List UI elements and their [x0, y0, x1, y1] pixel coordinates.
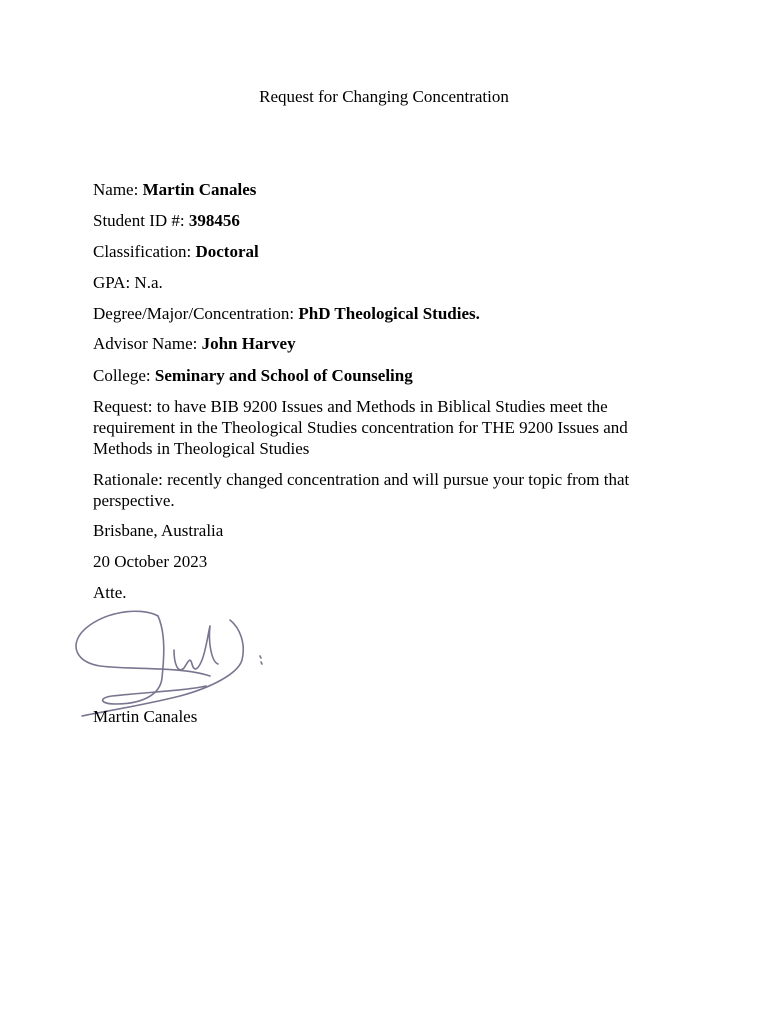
degree-row — [93, 303, 683, 324]
gpa-row — [93, 272, 683, 293]
classification-row — [93, 241, 683, 262]
degree-label: Degree/Major/Concentration: — [93, 304, 299, 323]
name-row — [93, 179, 683, 200]
classification-label: Classification: — [93, 242, 196, 261]
closing-line: Atte. — [93, 583, 127, 602]
document-title: Request for Changing Concentration — [259, 87, 509, 106]
student-id-label: Student ID #: — [93, 211, 189, 230]
date-line: 20 October 2023 — [93, 552, 208, 571]
signature-w-stroke — [174, 626, 218, 670]
signature-dot-stroke — [260, 656, 262, 664]
signature-loop-stroke — [76, 611, 210, 676]
advisor-row — [93, 333, 683, 354]
gpa-value: N.a. — [134, 273, 163, 292]
degree-value: PhD Theological Studies. — [298, 304, 480, 323]
classification-value: Doctoral — [195, 242, 259, 261]
college-row — [93, 365, 683, 386]
advisor-value: John Harvey — [201, 334, 296, 353]
student-id-row — [93, 210, 683, 231]
place-line: Brisbane, Australia — [93, 521, 224, 540]
college-value: Seminary and School of Counseling — [154, 366, 413, 385]
college-label: College: — [93, 366, 155, 385]
request-paragraph: Request: to have BIB 9200 Issues and Methods in Biblical Studies meet the requirement in the Theological Studies concentration for THE 9200 Issues and Methods in Theological Studies — [93, 397, 628, 458]
rationale-paragraph: Rationale: recently changed concentration and will pursue your topic from that perspective. — [93, 470, 630, 510]
advisor-label: Advisor Name: — [93, 334, 202, 353]
student-id-value: 398456 — [188, 211, 240, 230]
name-label: Name: — [93, 180, 143, 199]
name-value: Martin Canales — [142, 180, 257, 199]
signature-name: Martin Canales — [93, 707, 198, 726]
gpa-label: GPA: — [93, 273, 135, 292]
